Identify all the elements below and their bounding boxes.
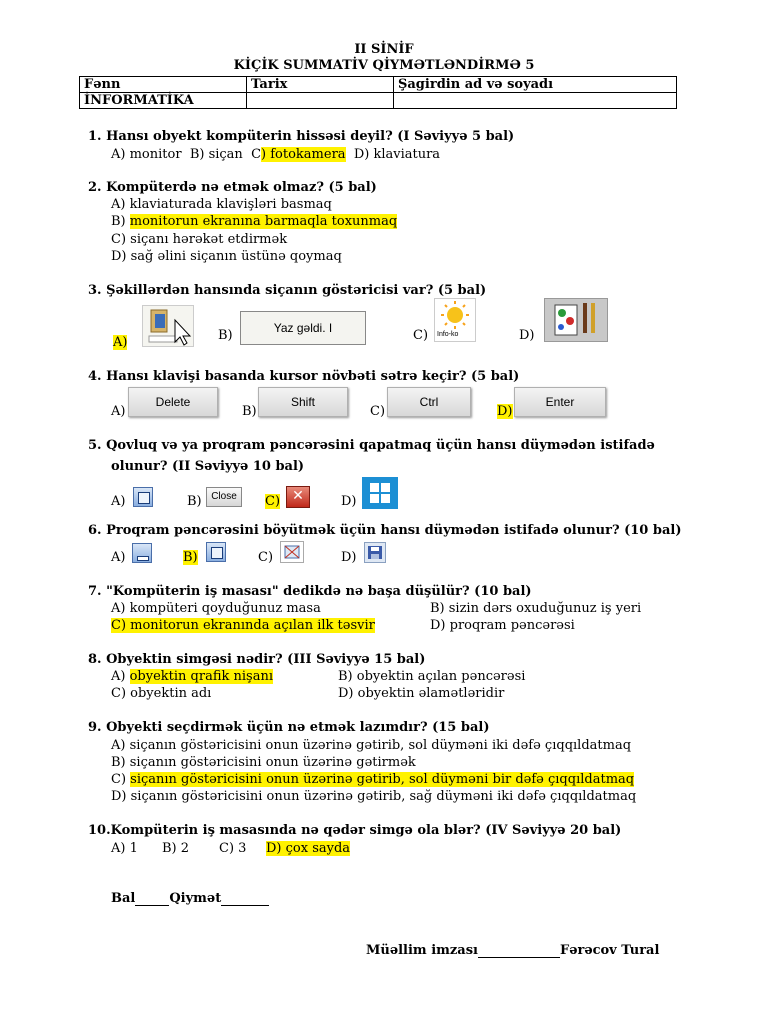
q7-option-b[interactable]: B) sizin dərs oxuduğunuz iş yeri: [430, 601, 642, 616]
q5-option-d[interactable]: D): [341, 494, 357, 509]
option-highlighted: monitorun ekranına barmaqla toxunmaq: [129, 214, 398, 229]
date-cell[interactable]: [247, 93, 394, 109]
q9-option-d[interactable]: D) siçanın göstəricisini onun üzərinə gətirib, sağ düyməni iki dəfə çıqqıldatmaq: [111, 789, 637, 804]
q4-option-a[interactable]: A): [111, 404, 126, 419]
question-8: [88, 652, 425, 667]
fullscreen-icon: [280, 541, 304, 563]
grade-title: II SİNİF: [354, 42, 414, 57]
q3-option-b[interactable]: B): [218, 328, 233, 343]
question-number: 10.: [88, 823, 111, 838]
question-text: Şəkillərdən hansında siçanın göstəricisi var? (5 bal): [106, 283, 487, 298]
question-text: Kompüterdə nə etmək olmaz? (5 bal): [106, 180, 377, 195]
question-10: [88, 823, 621, 838]
q10-option-b[interactable]: B) 2: [162, 841, 190, 856]
q8-option-b[interactable]: B) obyektin açılan pəncərəsi: [338, 669, 526, 684]
q3-option-d[interactable]: D): [519, 328, 535, 343]
q2-option-a[interactable]: A) klaviaturada klavişləri basmaq: [111, 197, 332, 212]
question-2: [88, 180, 377, 195]
q3-option-a[interactable]: A): [113, 335, 128, 350]
q10-option-c[interactable]: C) 3: [219, 841, 247, 856]
option-letter: B): [111, 214, 130, 229]
question-6: [88, 523, 681, 538]
q4-option-d[interactable]: D): [497, 404, 513, 419]
signature-blank[interactable]: [478, 957, 560, 958]
grade-label: Qiymət: [169, 891, 222, 906]
shift-key: Shift: [258, 387, 348, 417]
question-text: Obyekti seçdirmək üçün nə etmək lazımdır? (15 bal): [106, 720, 490, 735]
q7-option-d[interactable]: D) proqram pəncərəsi: [430, 618, 575, 633]
student-name-cell[interactable]: [394, 93, 677, 109]
q4-option-b[interactable]: B): [242, 404, 257, 419]
question-7: [88, 584, 532, 599]
q6-option-b[interactable]: B): [183, 550, 198, 565]
q3-option-c[interactable]: C): [413, 328, 429, 343]
q2-option-c[interactable]: C) siçanı hərəkət etdirmək: [111, 232, 288, 247]
question-number: 6.: [88, 523, 102, 538]
question-number: 2.: [88, 180, 102, 195]
restore-button-icon: [133, 487, 153, 507]
option-b[interactable]: B) siçan: [189, 147, 243, 162]
text-cursor-icon: I: [325, 321, 333, 335]
grade-blank[interactable]: [221, 905, 269, 906]
question-number: 7.: [88, 584, 102, 599]
windows-logo-svg: [362, 477, 398, 509]
option-c-letter[interactable]: C: [251, 147, 262, 162]
question-4: [88, 369, 519, 384]
q5-option-a[interactable]: A): [111, 494, 126, 509]
option-highlighted: siçanın göstəricisini onun üzərinə gətirib, sol düyməni bir dəfə çıqqıldatmaq: [130, 772, 635, 787]
q9-option-b[interactable]: B) siçanın göstəricisini onun üzərinə gətirmək: [111, 755, 416, 770]
info-table: [79, 76, 677, 109]
option-letter: A): [111, 669, 130, 684]
close-x-icon: ✕: [286, 486, 310, 508]
q5-option-c[interactable]: C): [265, 494, 281, 509]
question-number: 8.: [88, 652, 102, 667]
option-c-highlighted[interactable]: ) fotokamera: [261, 147, 346, 162]
question-5: [88, 438, 655, 453]
score-label: Bal: [111, 891, 136, 906]
maximize-button-icon: [206, 542, 226, 562]
col-subject-header: Fənn: [80, 77, 247, 93]
col-student-header: Şagirdin ad və soyadı: [394, 77, 677, 93]
q7-option-c[interactable]: C) monitorun ekranında açılan ilk təsvir: [111, 618, 375, 633]
question-number: 4.: [88, 369, 102, 384]
q6-option-c[interactable]: C): [258, 550, 274, 565]
question-number: 1.: [88, 129, 102, 144]
score-line: [111, 891, 269, 906]
option-a[interactable]: A) monitor: [111, 147, 182, 162]
q6-option-a[interactable]: A): [111, 550, 126, 565]
question-5-continued: olunur? (II Səviyyə 10 bal): [111, 459, 305, 474]
question-text: Proqram pəncərəsini böyütmək üçün hansı düymədən istifadə olunur? (10 bal): [106, 523, 682, 538]
question-number: 9.: [88, 720, 102, 735]
question-1: [88, 129, 514, 144]
q1-options: [111, 147, 440, 162]
question-text: Hansı klavişi basanda kursor növbəti sətrə keçir? (5 bal): [106, 369, 520, 384]
question-text: "Kompüterin iş masası" dedikdə nə başa düşülür? (10 bal): [106, 584, 532, 599]
image-text: Yaz gəldi.: [273, 321, 326, 335]
q6-option-d[interactable]: D): [341, 550, 357, 565]
q7-option-a[interactable]: A) kompüteri qoyduğunuz masa: [111, 601, 321, 616]
question-number: 5.: [88, 438, 102, 453]
q9-option-a[interactable]: A) siçanın göstəricisini onun üzərinə gətirib, sol düyməni iki dəfə çıqqıldatmaq: [111, 738, 632, 753]
q9-option-c[interactable]: [111, 772, 634, 787]
text-with-cursor-image: [240, 311, 366, 345]
question-text: Kompüterin iş masasında nə qədər simgə ola blər? (IV Səviyyə 20 bal): [110, 823, 622, 838]
option-d[interactable]: D) klaviatura: [353, 147, 441, 162]
q2-option-d[interactable]: D) sağ əlini siçanın üstünə qoymaq: [111, 249, 342, 264]
save-disk-svg: [365, 543, 385, 562]
save-disk-icon: [364, 542, 386, 563]
teacher-name: Fərəcov Tural: [559, 943, 660, 958]
question-3: [88, 283, 486, 298]
q8-option-c[interactable]: C) obyektin adı: [111, 686, 212, 701]
q10-option-d[interactable]: D) çox sayda: [266, 841, 351, 856]
sun-icon-label: Info-ko: [437, 331, 459, 338]
q8-option-a[interactable]: [111, 669, 273, 684]
question-text: Hansı obyekt kompüterin hissəsi deyil? (I Səviyyə 5 bal): [106, 129, 515, 144]
option-highlighted: obyektin qrafik nişanı: [129, 669, 273, 684]
close-text-button: Close: [206, 487, 242, 507]
q8-option-d[interactable]: D) obyektin əlamətləridir: [338, 686, 505, 701]
sun-icon-image: [434, 298, 476, 342]
teacher-signature-label: Müəllim imzası: [366, 943, 478, 958]
question-text: Qovluq və ya proqram pəncərəsini qapatmaq üçün hansı düymədən istifadə: [106, 438, 655, 453]
ctrl-key: Ctrl: [387, 387, 471, 417]
col-date-header: Tarix: [247, 77, 394, 93]
q5-option-b[interactable]: B): [187, 494, 202, 509]
folder-cursor-icon: [143, 306, 193, 346]
q2-option-b[interactable]: [111, 214, 397, 229]
question-number: 3.: [88, 283, 102, 298]
teacher-signature-line: [366, 943, 659, 958]
option-letter: C): [111, 772, 131, 787]
delete-key: Delete: [128, 387, 218, 417]
question-text: Obyektin simgəsi nədir? (III Səviyyə 15 bal): [106, 652, 426, 667]
assessment-title: KİÇİK SUMMATİV QİYMƏTLƏNDİRMƏ 5: [233, 58, 535, 73]
score-blank[interactable]: [135, 905, 169, 906]
question-9: [88, 720, 489, 735]
fullscreen-svg: [281, 542, 303, 562]
paint-icon: [545, 299, 607, 341]
enter-key: Enter: [514, 387, 606, 417]
q4-option-c[interactable]: C): [370, 404, 386, 419]
windows-logo-icon: [362, 477, 398, 509]
paint-icon-image: [544, 298, 608, 342]
subject-value: İNFORMATİKA: [80, 93, 247, 109]
minimize-button-icon: [132, 543, 152, 563]
q10-option-a[interactable]: A) 1: [111, 841, 138, 856]
folder-with-cursor-image: [142, 305, 194, 347]
